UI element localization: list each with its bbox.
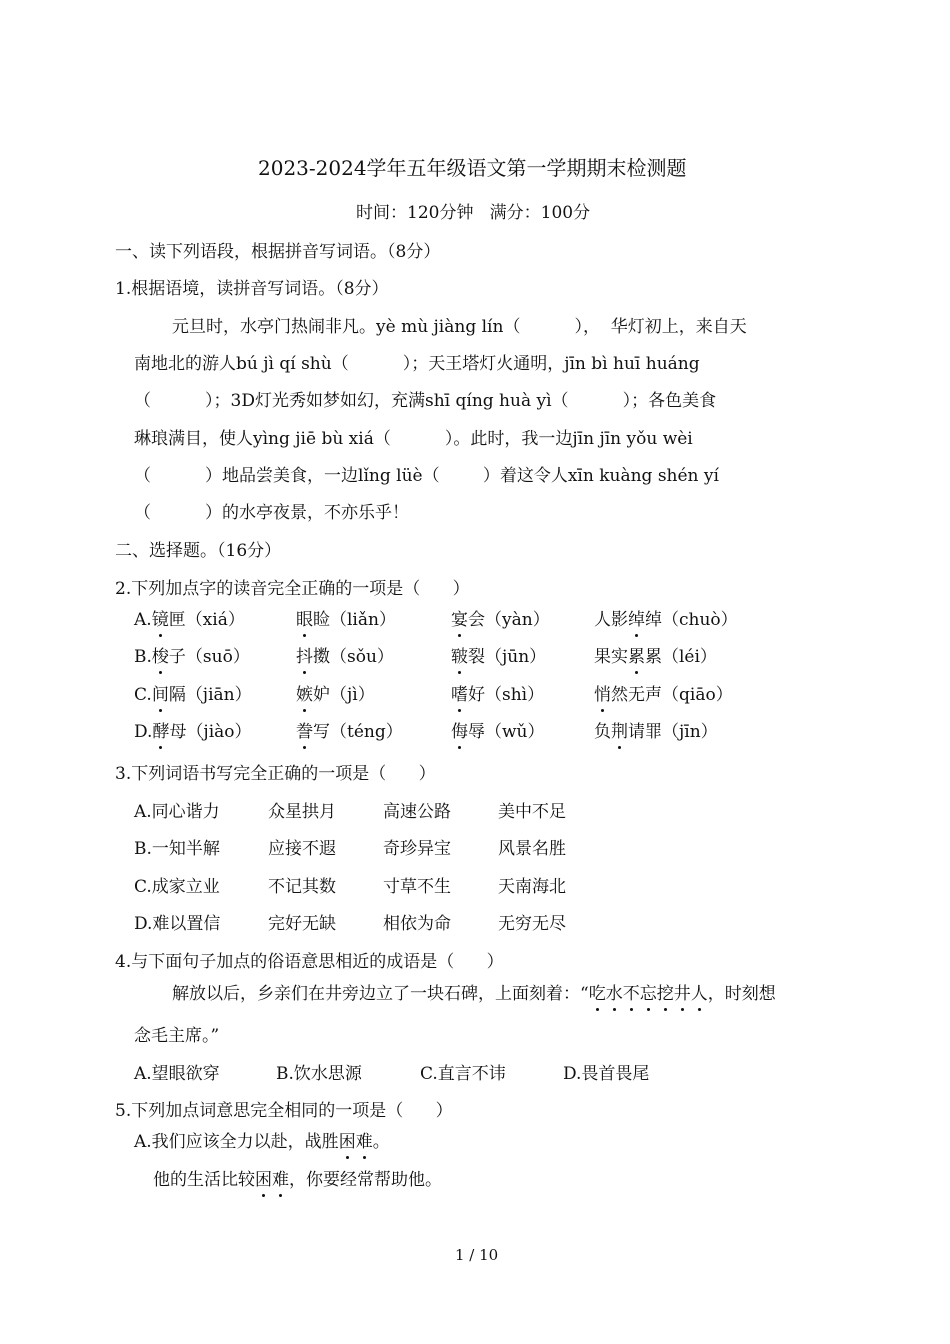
dotted-char: 宴 <box>451 610 468 630</box>
word-option: 众星拱月 <box>268 802 336 822</box>
dotted-char: 悄 <box>594 685 611 705</box>
word-option: D.难以置信 <box>134 914 221 934</box>
pinyin-option <box>594 684 733 706</box>
passage-line: 琳琅满目，使人yìng jiē bù xiá（ ）。此时，我一边jīn jīn yǒu wèi <box>134 429 693 449</box>
dotted-char: 嫉 <box>296 685 313 705</box>
passage-line: 元旦时，水亭门热闹非凡。yè mù jiàng lín（ ）， 华灯初上，来自天 <box>172 317 747 337</box>
option-text: 睑 <box>313 610 330 630</box>
question-5-stem: 5.下列加点词意思完全相同的一项是（ ） <box>115 1101 453 1121</box>
option-text: 隔 <box>168 685 186 705</box>
pinyin-option <box>451 646 546 668</box>
dotted-char: 累 <box>628 647 645 667</box>
pinyin-option <box>134 609 245 631</box>
dotted-char: 梭 <box>151 647 169 667</box>
word-option: A.同心谐力 <box>134 802 220 822</box>
pinyin-option <box>296 721 403 743</box>
dotted-char: 人 <box>690 984 708 1004</box>
pinyin-option <box>296 609 396 631</box>
dotted-char: 不 <box>622 984 640 1004</box>
dotted-word <box>339 1132 373 1152</box>
pinyin-reading: （qiāo） <box>662 685 733 705</box>
word-option: 寸草不生 <box>383 877 451 897</box>
pinyin-option <box>296 684 375 706</box>
dotted-char: 井 <box>673 984 691 1004</box>
dotted-char: 荆 <box>611 722 628 742</box>
dotted-char: 水 <box>605 984 623 1004</box>
dotted-char: 难 <box>272 1170 289 1190</box>
pinyin-reading: （jīn） <box>662 722 718 742</box>
option-text: 负 <box>594 722 611 742</box>
dotted-char: 皲 <box>451 647 468 667</box>
question-5-option-a-line2 <box>153 1169 442 1191</box>
option-text: 绰 <box>645 610 662 630</box>
word-option: 奇珍异宝 <box>383 839 451 859</box>
question-4-sentence-cont: 念毛主席。” <box>134 1026 220 1046</box>
sentence-text: 解放以后，乡亲们在井旁边立了一块石碑，上面刻着：“ <box>172 984 589 1004</box>
section-2-heading: 二、选择题。（16分） <box>115 541 282 561</box>
pinyin-option <box>296 646 394 668</box>
pinyin-reading: （xiá） <box>185 610 245 630</box>
dotted-char: 嗜 <box>451 685 468 705</box>
pinyin-reading: （suō） <box>185 647 250 667</box>
option-text: 请罪 <box>628 722 662 742</box>
dotted-char: 酵 <box>152 722 170 742</box>
option-text: 人影 <box>594 610 628 630</box>
pinyin-reading: （léi） <box>662 647 717 667</box>
option-text: 写 <box>313 722 330 742</box>
question-5-option-a-line1 <box>134 1131 390 1153</box>
dotted-char: 抖 <box>296 647 313 667</box>
pinyin-reading: （wǔ） <box>485 722 545 742</box>
pinyin-reading: （jūn） <box>485 647 547 667</box>
option-text: 好 <box>468 685 485 705</box>
dotted-char: 眼 <box>296 610 313 630</box>
option-text: 会 <box>468 610 485 630</box>
option-text: A. <box>134 610 152 630</box>
passage-line: 南地北的游人bú jì qí shù（ ）；天王塔灯火通明，jīn bì huī huáng <box>134 354 700 374</box>
dotted-char: 绰 <box>628 610 645 630</box>
page-number: 1 / 10 <box>455 1246 499 1264</box>
option-text: 然无声 <box>611 685 662 705</box>
word-option: 相依为命 <box>383 914 451 934</box>
doc-title: 2023-2024学年五年级语文第一学期期末检测题 <box>258 156 687 180</box>
sentence-text: A.我们应该全力以赴，战胜 <box>134 1132 339 1152</box>
pinyin-reading: （jiào） <box>186 722 252 742</box>
section-1-heading: 一、读下列语段，根据拼音写词语。（8分） <box>115 242 441 262</box>
dotted-char: 挖 <box>656 984 674 1004</box>
question-4-option-d: D.畏首畏尾 <box>563 1064 650 1084</box>
pinyin-reading: （shì） <box>485 685 545 705</box>
word-option: B.一知半解 <box>134 839 220 859</box>
option-text: D. <box>134 722 153 742</box>
pinyin-option <box>594 609 738 631</box>
pinyin-option <box>451 721 545 743</box>
sentence-text: ，时刻想 <box>707 984 776 1004</box>
question-2-stem: 2.下列加点字的读音完全正确的一项是（ ） <box>115 579 470 599</box>
dotted-char: 困 <box>338 1132 356 1152</box>
word-option: 不记其数 <box>268 877 336 897</box>
option-text: 妒 <box>313 685 330 705</box>
pinyin-option <box>594 721 718 743</box>
dotted-char: 间 <box>151 685 169 705</box>
sentence-text: 他的生活比较 <box>153 1170 255 1190</box>
option-text: 辱 <box>468 722 485 742</box>
pinyin-reading: （chuò） <box>662 610 738 630</box>
option-text: 裂 <box>468 647 485 667</box>
option-text: B. <box>134 647 152 667</box>
question-4-sentence <box>172 983 776 1005</box>
question-4-option-a: A.望眼欲穿 <box>134 1064 220 1084</box>
pinyin-option <box>451 609 550 631</box>
question-3-stem: 3.下列词语书写完全正确的一项是（ ） <box>115 764 436 784</box>
dotted-char: 忘 <box>639 984 657 1004</box>
option-text: 擞 <box>313 647 330 667</box>
pinyin-option <box>134 721 252 743</box>
passage-line: （ ）的水亭夜景，不亦乐乎！ <box>134 503 410 523</box>
word-option: 天南海北 <box>498 877 566 897</box>
option-text: 子 <box>168 647 186 667</box>
passage-line: （ ）；3D灯光秀如梦如幻，充满shī qíng huà yì（ ）；各色美食 <box>134 391 717 411</box>
pinyin-reading: （jì） <box>330 685 375 705</box>
dotted-char: 困 <box>255 1170 272 1190</box>
sentence-text: ，你要经常帮助他。 <box>289 1170 442 1190</box>
pinyin-reading: （liǎn） <box>330 610 396 630</box>
dotted-char: 镜 <box>151 610 169 630</box>
question-4-option-b: B.饮水思源 <box>276 1064 362 1084</box>
question-4-stem: 4.与下面句子加点的俗语意思相近的成语是（ ） <box>115 952 504 972</box>
question-4-option-c: C.直言不讳 <box>420 1064 506 1084</box>
word-option: 应接不遐 <box>268 839 336 859</box>
pinyin-option <box>451 684 544 706</box>
word-option: C.成家立业 <box>134 877 220 897</box>
question-1-stem: 1.根据语境，读拼音写词语。（8分） <box>115 279 389 299</box>
option-text: 母 <box>169 722 187 742</box>
word-option: 风景名胜 <box>498 839 566 859</box>
dotted-char: 吃 <box>588 984 606 1004</box>
pinyin-option <box>594 646 717 668</box>
word-option: 无穷无尽 <box>498 914 566 934</box>
pinyin-reading: （sǒu） <box>330 647 394 667</box>
pinyin-reading: （téng） <box>330 722 403 742</box>
option-text: C. <box>134 685 152 705</box>
dotted-char: 侮 <box>451 722 468 742</box>
word-option: 完好无缺 <box>268 914 336 934</box>
option-text: 匣 <box>168 610 186 630</box>
word-option: 高速公路 <box>383 802 451 822</box>
pinyin-option <box>134 646 250 668</box>
word-option: 美中不足 <box>498 802 566 822</box>
option-text: 累 <box>645 647 662 667</box>
exam-time-score: 时间：120分钟 满分：100分 <box>356 203 591 223</box>
option-text: 果实 <box>594 647 628 667</box>
passage-line: （ ）地品尝美食，一边lǐng lüè（ ）着这令人xīn kuàng shén yí <box>134 466 719 486</box>
pinyin-reading: （jiān） <box>185 685 252 705</box>
dotted-word <box>255 1170 289 1190</box>
dotted-char: 誊 <box>296 722 313 742</box>
pinyin-reading: （yàn） <box>485 610 550 630</box>
sentence-text: 。 <box>372 1132 390 1152</box>
dotted-proverb <box>589 984 708 1004</box>
dotted-char: 难 <box>355 1132 373 1152</box>
pinyin-option <box>134 684 252 706</box>
